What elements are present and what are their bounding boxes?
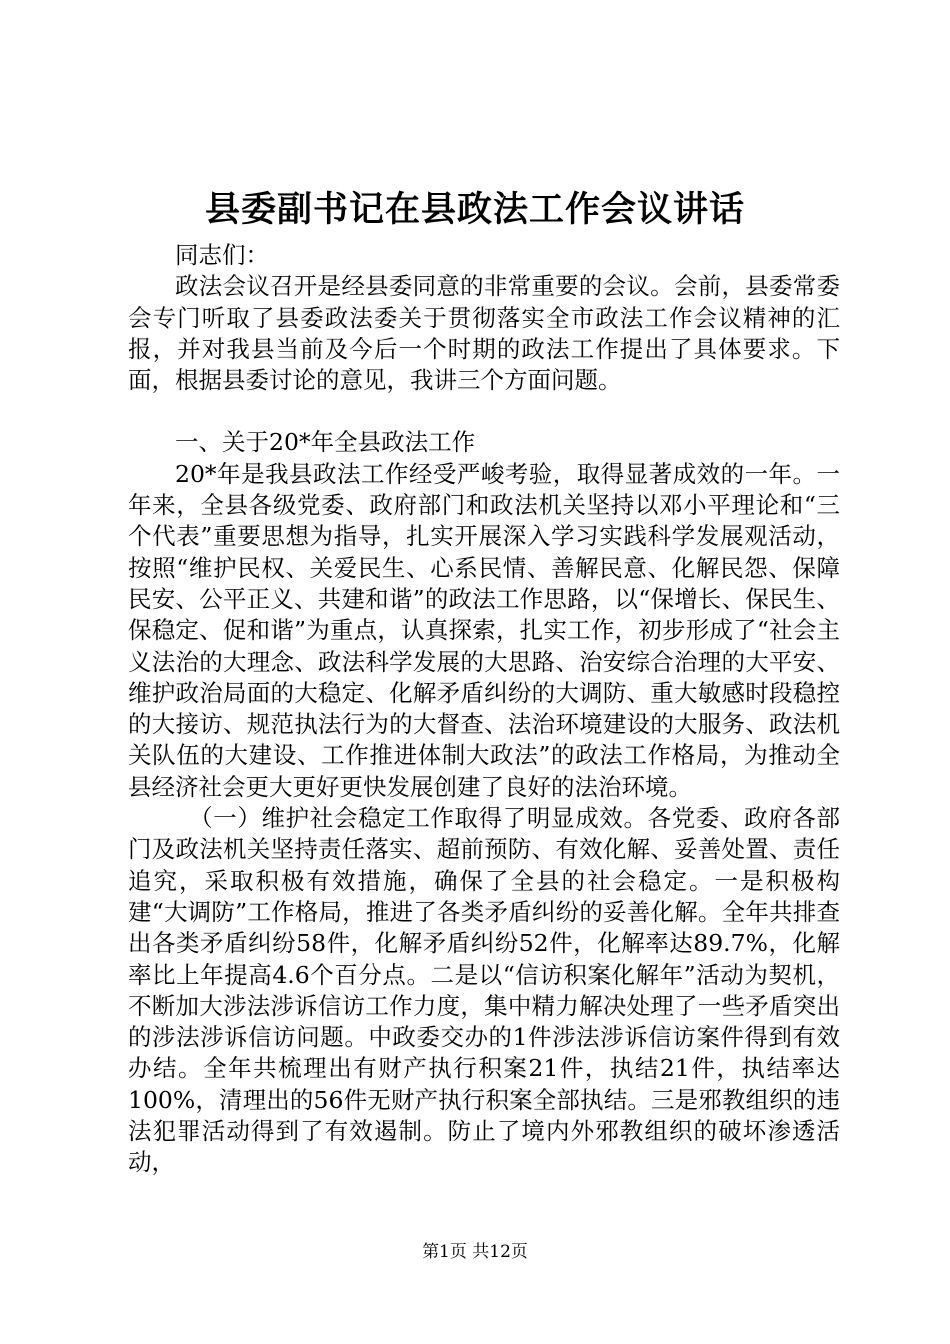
document-title: 县委副书记在县政法工作会议讲话	[204, 189, 745, 230]
document-body	[128, 240, 840, 1179]
section-paragraph: 20*年是我县政法工作经受严峻考验，取得显著成效的一年。一年来，全县各级党委、政府部门和政法机关坚持以邓小平理论和“三个代表”重要思想为指导，扎实开展深入学习实践科学发展观活动，按照“维护民权、关爱民生、心系民情、善解民意、化解民怨、保障民安、公平正义、共建和谐”的政法工作思路，以“保增长、保民生、保稳定、促和谐”为重点，认真探索，扎实工作，初步形成了“社会主义法治的大理念、政法科学发展的大思路、治安综合治理的大平安、维护政治局面的大稳定、化解矛盾纠纷的大调防、重大敏感时段稳控的大接访、规范执法行为的大督查、法治环境建设的大服务、政法机关队伍的大建设、工作推进体制大政法”的政法工作格局，为推动全县经济社会更大更好更快发展创建了良好的法治环境。	[128, 459, 840, 801]
salutation: 同志们：	[175, 241, 269, 269]
intro-paragraph: 政法会议召开是经县委同意的非常重要的会议。会前，县委常委会专门听取了县委政法委关于贯彻落实全市政法工作会议精神的汇报，并对我县当前及今后一个时期的政法工作提出了具体要求。下面，根据县委讨论的意见，我讲三个方面问题。	[128, 272, 840, 395]
section-heading: 一、关于20*年全县政法工作	[175, 428, 476, 457]
page-number: 第1页 共12页	[422, 1242, 528, 1262]
subsection-paragraph: （一）维护社会稳定工作取得了明显成效。各党委、政府各部门及政法机关坚持责任落实、超前预防、有效化解、妥善处置、责任追究，采取积极有效措施，确保了全县的社会稳定。一是积极构建“大调防”工作格局，推进了各类矛盾纠纷的妥善化解。全年共排查出各类矛盾纠纷58件，化解矛盾纠纷52件，化解率达89.7%，化解率比上年提高4.6个百分点。二是以“信访积案化解年”活动为契机，不断加大涉法涉诉信访工作力度，集中精力解决处理了一些矛盾突出的涉法涉诉信访问题。中政委交办的1件涉法涉诉信访案件得到有效办结。全年共梳理出有财产执行积案21件，执结21件，执结率达100%，清理出的56件无财产执行积案全部执结。三是邪教组织的违法犯罪活动得到了有效遏制。防止了境内外邪教组织的破坏渗透活动，	[128, 804, 840, 1177]
